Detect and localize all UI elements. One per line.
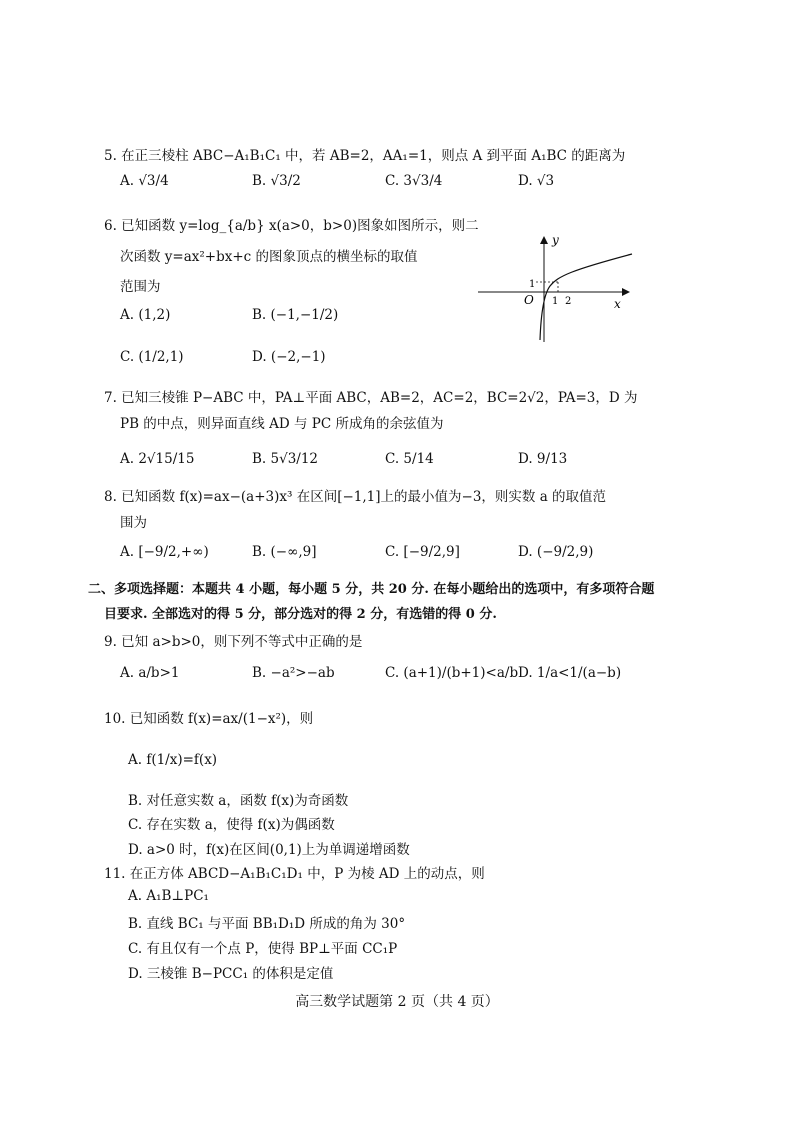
y-axis-arrow-icon (540, 236, 548, 244)
q8-stem-line1: 8. 已知函数 f(x)=ax−(a+3)x³ 在区间[−1,1]上的最小值为−3，则实数 a 的取值范 (104, 489, 607, 505)
q8-option-d: D. (−9/2,9) (518, 544, 594, 560)
q11-option-d: D. 三棱锥 B−PCC₁ 的体积是定值 (128, 966, 334, 982)
q10-option-d: D. a>0 时，f(x)在区间(0,1)上为单调递增函数 (128, 842, 410, 858)
q11-stem: 11. 在正方体 ABCD−A₁B₁C₁D₁ 中，P 为棱 AD 上的动点，则 (104, 866, 485, 882)
q7-stem-line2: PB 的中点，则异面直线 AD 与 PC 所成角的余弦值为 (120, 416, 444, 432)
q6-log-graph (474, 232, 634, 347)
q9-option-a: A. a/b>1 (120, 665, 180, 681)
q6-stem-line3: 范围为 (120, 279, 161, 295)
y-axis-label: y (552, 233, 559, 247)
q6-option-a: A. (1,2) (120, 307, 171, 323)
q9-option-c: C. (a+1)/(b+1)<a/b (385, 665, 519, 681)
q6-option-d: D. (−2,−1) (252, 349, 326, 365)
q10-option-b: B. 对任意实数 a，函数 f(x)为奇函数 (128, 793, 349, 809)
q6-option-b: B. (−1,−1/2) (252, 307, 339, 323)
q5-option-a: A. √3/4 (120, 173, 169, 189)
q7-option-a: A. 2√15/15 (120, 451, 195, 467)
q7-option-d: D. 9/13 (518, 451, 568, 467)
q7-option-b: B. 5√3/12 (252, 451, 319, 467)
q6-stem-line1: 6. 已知函数 y=log_{a/b} x(a>0，b>0)图象如图所示，则二 (104, 218, 479, 234)
q11-option-a: A. A₁B⊥PC₁ (128, 888, 209, 904)
q7-option-c: C. 5/14 (385, 451, 434, 467)
q7-stem-line1: 7. 已知三棱锥 P−ABC 中，PA⊥平面 ABC，AB=2，AC=2，BC=2√2，PA=3，D 为 (104, 390, 638, 406)
q5-option-c: C. 3√3/4 (385, 173, 443, 189)
q8-stem-line2: 围为 (120, 515, 147, 531)
q8-option-b: B. (−∞,9] (252, 544, 317, 560)
page-footer: 高三数学试题第 2 页（共 4 页） (295, 994, 499, 1010)
x-tick-2: 2 (565, 296, 572, 307)
q8-option-c: C. [−9/2,9] (385, 544, 460, 560)
q10-stem: 10. 已知函数 f(x)=ax/(1−x²)，则 (104, 711, 314, 727)
x-axis-arrow-icon (622, 288, 630, 296)
section2-heading-line1: 二、多项选择题：本题共 4 小题，每小题 5 分，共 20 分. 在每小题给出的选项中，有多项符合题 (88, 582, 655, 597)
y-tick-1: 1 (529, 279, 536, 290)
q10-option-a: A. f(1/x)=f(x) (128, 752, 218, 768)
q8-option-a: A. [−9/2,+∞) (120, 544, 209, 560)
q11-option-c: C. 有且仅有一个点 P，使得 BP⊥平面 CC₁P (128, 941, 398, 957)
q9-option-d: D. 1/a<1/(a−b) (518, 665, 622, 681)
q5-option-b: B. √3/2 (252, 173, 301, 189)
q11-option-b: B. 直线 BC₁ 与平面 BB₁D₁D 所成的角为 30° (128, 916, 406, 932)
origin-label: O (524, 293, 534, 307)
q6-stem-line2: 次函数 y=ax²+bx+c 的图象顶点的横坐标的取值 (120, 249, 418, 265)
q6-option-c: C. (1/2,1) (120, 349, 184, 365)
q9-stem: 9. 已知 a>b>0，则下列不等式中正确的是 (104, 634, 363, 650)
x-axis-label: x (614, 297, 621, 311)
q5-stem: 5. 在正三棱柱 ABC−A₁B₁C₁ 中，若 AB=2，AA₁=1，则点 A 到平面 A₁BC 的距离为 (104, 148, 626, 164)
section2-heading-line2: 目要求. 全部选对的得 5 分，部分选对的得 2 分，有选错的得 0 分. (104, 607, 497, 622)
x-tick-1: 1 (552, 296, 559, 307)
q9-option-b: B. −a²>−ab (252, 665, 335, 681)
q10-option-c: C. 存在实数 a，使得 f(x)为偶函数 (128, 817, 335, 833)
q5-option-d: D. √3 (518, 173, 555, 189)
